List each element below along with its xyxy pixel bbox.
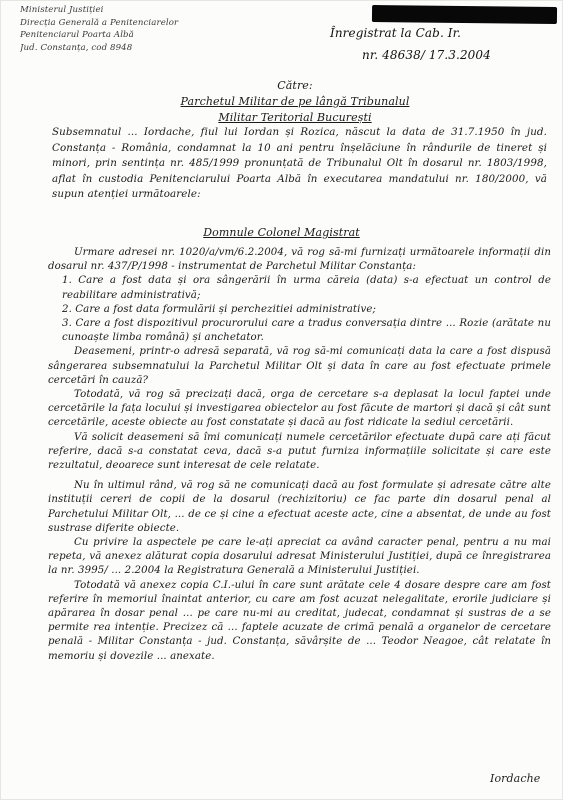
intro-paragraph: Subsemnatul ... Iordache, fiul lui Iordan și Rozica, născut la data de 31.7.1950 în jud. Constanța - România, condamnat la 10 ani pentru înșelăciune în rândurile de tineret și minori, prin sentința nr. 485/1999 pronunțată de Tribunalul Olt în dosarul nr. 1803/1998, aflat în custodia Penitenciarului Poarta Albă în executarea mandatului nr. 180/2000, vă supun atenției următoarele: [52, 126, 547, 200]
salutation: Domnule Colonel Magistrat [203, 226, 360, 239]
addressee-line-2: Parchetul Militar de pe lângă Tribunalul [180, 95, 410, 108]
body-paragraph: Urmare adresei nr. 1020/a/vm/6.2.2004, vă rog să-mi furnizați următoarele informații din dosarul nr. 437/P/1998 - instrumentat de Parchetul Militar Constanța: [48, 247, 551, 273]
registration-line-1: Înregistrat la Cab. Ir. [330, 26, 462, 40]
request-item-3: 3. Care a fost dispozitivul procurorului care a tradus conversația dintre ... Rozie (arătate nu cunoaște limba română) și anchetator. [62, 318, 551, 344]
signature: Iordache [490, 772, 541, 785]
issuing-institution-stamp [20, 4, 230, 54]
body-paragraph: Totodată, vă rog să precizați dacă, orga de cercetare s-a deplasat la locul faptei unde cercetările la fața locului și investigarea obiectelor au fost făcute de martori și dacă și cât sunt cercetările, aceste obiecte au fost constatate și dacă au fost ridicate la sediul cercetării. [48, 389, 551, 429]
body-paragraph: Nu în ultimul rând, vă rog să ne comunicați dacă au fost formulate și adresate către alte instituții cereri de copii de la dosarul (rechizitoriu) ce fac parte din dosarul penal al Parchetului Militar Olt, ... de ce și cine a efectuat aceste acte, cine a absentat, de unde au fost sustrase diferite obiecte. [48, 480, 551, 534]
body-paragraph: Deasemeni, printr-o adresă separată, vă rog să-mi comunicați data la care a fost dispusă sângerarea subsemnatului la Parchetul Militar Olt și data în care au fost efectuate primele cercetări în cauză? [48, 346, 551, 386]
body-paragraph: Vă solicit deasemeni să îmi comunicați numele cercetărilor efectuate după care ați făcut referire, dacă s-a constatat ceva, dacă s-a putut furniza informațiile solicitate și care este rezultatul, deoarece sunt interesat de cele relatate. [48, 431, 551, 472]
body-paragraph: Totodată vă anexez copia C.I.-ului în care sunt arătate cele 4 dosare despre care am fost referire în memoriul înaintat anterior, cu care am fost acuzat nelegalitate, erorile judiciare și apărarea în dosar penal ... pe care nu-mi au creditat, judecat, condamnat și sustras de a se permite rea intenție. Precizez că ... faptele acuzate de crimă penală a organelor de cercetare penală - Militar Constanța - jud. Constanța, săvârșite de ... Teodor Neagoe, cât relatate în memoriu și dovezile ... anexate. [48, 579, 551, 662]
request-item-2: 2. Care a fost data formulării și perchezitiei administrative; [62, 303, 377, 315]
body-paragraph: Cu privire la aspectele pe care le-ați apreciat ca având caracter penal, pentru a nu mai repeta, vă anexez alăturat copia dosarului adresat Ministerului Justiției, după ce înregistrarea la nr. 3995/ ... 2.2004 la Registratura Generală a Ministerului Justiției. [48, 537, 551, 577]
stamp-line-4: Jud. Constanța, cod 8948 [20, 42, 133, 53]
addressee-line-1: Către: [277, 79, 313, 92]
addressee-block [60, 78, 530, 126]
request-item-1: 1. Care a fost data și ora sângerării în urma căreia (data) s-a efectuat un control de reabilitare administrativă; [62, 275, 551, 301]
stamp-line-3: Penitenciarul Poarta Albă [20, 30, 134, 40]
registration-note [330, 22, 558, 66]
stamp-line-1: Ministerul Justiției [20, 5, 104, 15]
stamp-line-2: Direcția Generală a Penitenciarelor [20, 17, 179, 28]
letter-body [48, 246, 551, 664]
registration-line-2: nr. 48638/ 17.3.2004 [362, 48, 491, 62]
addressee-line-3: Militar Teritorial București [218, 111, 372, 124]
